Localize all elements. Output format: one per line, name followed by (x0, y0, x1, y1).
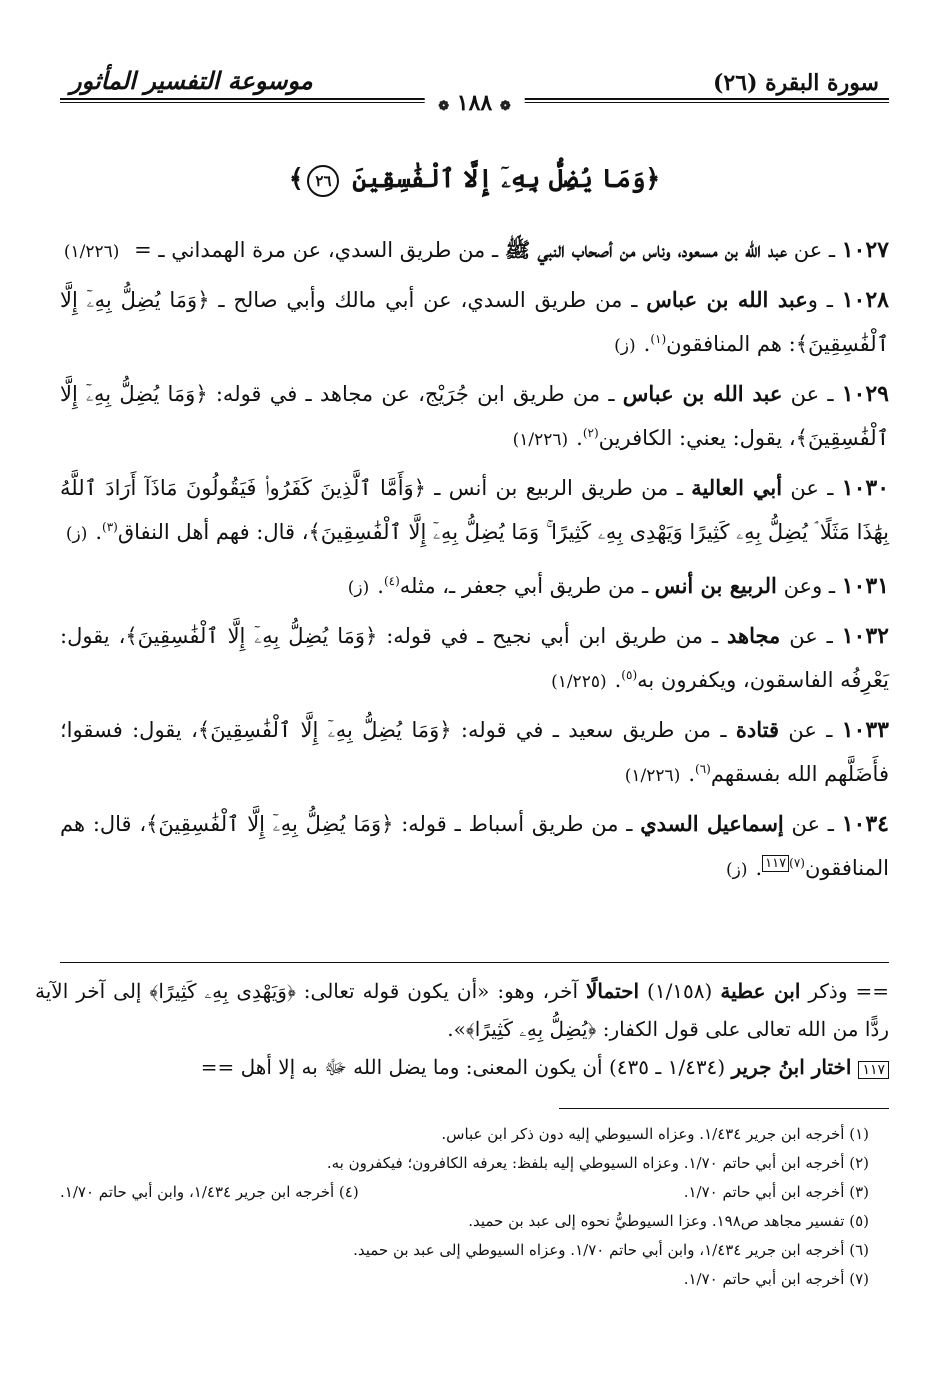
section-divider (60, 962, 889, 963)
source-ref: (ز) (347, 578, 370, 598)
narration-connector: ـ عن (783, 812, 842, 836)
commentary-line (35, 972, 889, 1048)
narration-1033 (60, 710, 889, 796)
footnote-1: (١) أخرجه ابن جرير ١/٤٣٤. وعزاه السيوطي إليه دون ذكر ابن عباس. (441, 1125, 869, 1143)
ornament-icon: ❁ (438, 99, 450, 114)
page-number-block (424, 90, 525, 116)
narration-1029 (60, 374, 889, 460)
narrator-name: قتادة (735, 717, 779, 742)
ornament-icon: ❁ (499, 99, 511, 114)
narrator-name: عبد الله بن عباس (646, 287, 808, 312)
narration-connector: ـ عن (782, 382, 842, 406)
commentary-continuation (35, 972, 889, 1089)
narration-number: ١٠٢٧ (841, 237, 889, 263)
commentary-text: (١/٤٣٤ ـ ٤٣٥) أن يكون المعنى: وما يضل الله ﷻ به إلا أهل == (200, 1055, 732, 1079)
narration-end: . (95, 520, 103, 544)
narration-text: ـ من طريق السدي، عن مرة الهمداني ـ = (127, 238, 505, 262)
narration-text: ـ من طريق أبي جعفر ـ، مثله (399, 574, 655, 598)
narrations-list (60, 230, 889, 898)
narration-text: ـ من طريق ابن جُرَيْج، عن مجاهد ـ في قوله: ﴿وَمَا يُضِلُّ بِهِۦٓ إِلَّا ٱلْفَٰسِقِينَ﴾، يقول: يعني: الكافرين (60, 382, 889, 450)
source-ref: (ز) (726, 860, 748, 880)
source-ref: (١/٢٢٦) (512, 430, 569, 450)
narration-end: . (614, 668, 622, 692)
commentary-ref-box[interactable]: ١١٧ (858, 1061, 889, 1079)
footnote-marker[interactable]: (٦) (695, 762, 711, 776)
footnote-marker[interactable]: (١) (650, 332, 667, 346)
narrator-name: أبي العالية (691, 475, 783, 500)
narration-text: ـ من طريق ابن أبي نجيح ـ في قوله: ﴿وَمَا يُضِلُّ بِهِۦٓ إِلَّا ٱلْفَٰسِقِينَ﴾، يقول: يَعْرِفُه الفاسقون، ويكفرون به (60, 624, 889, 692)
narration-end: . (688, 762, 696, 786)
narration-number: ١٠٣٤ (841, 811, 889, 837)
book-title: موسوعة التفسير المأثور (70, 66, 313, 95)
narration-1031 (60, 562, 889, 608)
narration-end: . (643, 332, 651, 356)
scholar-name: اختار ابنُ جرير (731, 1055, 859, 1079)
ayah-number-badge: ٢٦ (307, 165, 339, 197)
footnote-5: (٥) تفسير مجاهد ص١٩٨. وعزا السيوطيُّ نحوه إلى عبد بن حميد. (468, 1212, 869, 1230)
narration-1030 (60, 468, 889, 554)
narration-1028 (60, 280, 889, 366)
source-ref: (ز) (65, 524, 88, 544)
narration-number: ١٠٣٢ (841, 623, 889, 649)
commentary-ref: (١/١٥٨) (639, 979, 721, 1003)
footnote-marker[interactable]: (٢) (582, 426, 599, 440)
narration-number: ١٠٢٨ (841, 287, 889, 313)
footnote-2: (٢) أخرجه ابن أبي حاتم ١/٧٠. وعزاه السيوطي إليه بلفظ: يعرفه الكافرون؛ فيكفرون به. (326, 1154, 869, 1172)
verse-heading (60, 164, 889, 197)
footnote-marker[interactable]: (٥) (621, 668, 638, 682)
footnote-divider (559, 1108, 889, 1109)
footnote-7: (٧) أخرجه ابن أبي حاتم ١/٧٠. (683, 1270, 869, 1288)
source-ref: (ز) (614, 336, 636, 356)
narrator-name: مجاهد (726, 623, 781, 648)
narrator-name: إسماعيل السدي (640, 811, 784, 836)
narration-1027 (60, 230, 889, 272)
narrator-name: عبد الله بن عباس (622, 381, 783, 406)
narration-connector: ـ عن (782, 476, 842, 500)
narration-text: ـ من طريق أسباط ـ قوله: ﴿وَمَا يُضِلُّ بِهِۦٓ إِلَّا ٱلْفَٰسِقِينَ﴾، قال: هم المنافقون (60, 812, 889, 880)
narration-end: . (377, 574, 384, 598)
footnote-6: (٦) أخرجه ابن جرير ١/٤٣٤، وابن أبي حاتم ١/٧٠. وعزاه السيوطي إلى عبد بن حميد. (353, 1241, 869, 1259)
footnote-marker[interactable]: (٤) (383, 574, 400, 588)
narration-text: ـ من طريق السدي، عن أبي مالك وأبي صالح ـ ﴿وَمَا يُضِلُّ بِهِۦٓ إِلَّا ٱلْفَٰسِقِينَ﴾: هم المنافقون (60, 288, 889, 356)
footnote-3: (٣) أخرجه ابن أبي حاتم ١/٧٠. (683, 1183, 869, 1201)
footnotes (60, 1120, 869, 1294)
narration-number: ١٠٢٩ (841, 381, 889, 407)
commentary-line (35, 1048, 889, 1089)
source-ref: (١/٢٢٦) (624, 766, 681, 786)
scholar-name: ابن عطية (720, 979, 801, 1003)
narration-1032 (60, 616, 889, 702)
footnote-marker[interactable]: (٣) (102, 520, 118, 534)
surah-title: سورة البقرة (٢٦) (713, 70, 879, 96)
source-ref: (١/٢٢٦) (63, 242, 120, 262)
narration-end: . (576, 426, 583, 450)
commentary-emphasis: احتمالًا (586, 979, 640, 1003)
source-ref: (١/٢٢٥) (551, 672, 607, 692)
narration-1034 (60, 804, 889, 890)
verse-text: ﴿وَمَا يُضِلُّ بِهِۦٓ إِلَّا ٱلْفَٰسِقِينَ (352, 164, 661, 193)
narration-text: ـ من طريق سعيد ـ في قوله: ﴿وَمَا يُضِلُّ بِهِۦٓ إِلَّا ٱلْفَٰسِقِينَ﴾، يقول: فسقوا؛ فأَضَلَّهم الله بفسقهم (60, 718, 889, 786)
narration-connector: ـ عن (780, 624, 842, 648)
footnote-pair (60, 1178, 869, 1207)
footnote-marker[interactable]: (٧) (789, 856, 805, 870)
footnote-4: (٤) أخرجه ابن جرير ١/٤٣٤، وابن أبي حاتم ١/٧٠. (60, 1183, 359, 1201)
narration-connector: ـ عن (787, 238, 842, 262)
narration-number: ١٠٣٣ (841, 717, 889, 743)
page-number: ١٨٨ (456, 90, 493, 116)
commentary-text: آخر، وهو: «أن يكون قوله تعالى: ﴿وَيَهْدِى بِهِۦ كَثِيرًا﴾ إلى آخر الآية ردًّا من الله تعالى على قول الكفار: ﴿يُضِلُّ بِهِۦ كَثِيرًا﴾». (35, 979, 889, 1041)
narration-end: . (755, 856, 763, 880)
narration-connector: ـ عن (779, 718, 842, 742)
narration-text: ـ من طريق الربيع بن أنس ـ ﴿وَأَمَّا ٱلَّذِينَ كَفَرُوا۟ فَيَقُولُونَ مَاذَآ أَرَادَ ٱللَّهُ بِهَٰذَا مَثَلًا ۘ يُضِلُّ بِهِۦ كَثِيرًا وَيَهْدِى بِهِۦ كَثِيرًا ۚ وَمَا يُضِلُّ بِهِۦٓ إِلَّا ٱلْفَٰسِقِينَ﴾، قال: فهم أهل النفاق (60, 476, 889, 544)
commentary-text: == وذكر (800, 979, 889, 1003)
narration-number: ١٠٣٠ (841, 475, 890, 501)
page-header (60, 50, 889, 116)
narration-connector: ـ و (807, 288, 842, 312)
narrator-name: عبد الله بن مسعود، وناس من أصحاب النبي ﷺ (504, 237, 788, 262)
verse-close: ﴾ (288, 164, 304, 193)
commentary-ref-box[interactable]: ١١٧ (762, 855, 789, 872)
narration-connector: ـ وعن (776, 574, 842, 598)
narrator-name: الربيع بن أنس (654, 573, 777, 598)
narration-number: ١٠٣١ (841, 573, 889, 599)
